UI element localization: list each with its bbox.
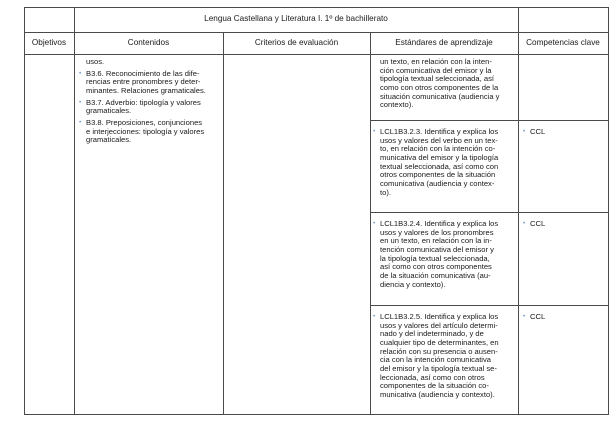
competencia-value: CCL — [530, 312, 546, 321]
bullet-icon: • — [373, 220, 376, 227]
bullet-icon: • — [79, 98, 82, 106]
bullet-icon: • — [523, 313, 526, 320]
estandar-line: usos y valores del artículo determi- — [380, 320, 498, 330]
estandar-line: cualquier tipo de determinantes, en — [380, 337, 499, 347]
contenido-line: gramaticales. — [86, 106, 132, 116]
estandar-line: tención comunicativa del emisor y — [380, 244, 494, 254]
contenido-line: e interjecciones: tipología y valores — [86, 126, 205, 136]
estandar-line: LCL1B3.2.4. Identifica y explica los — [380, 219, 499, 228]
contenidos-continuation: usos. — [86, 57, 105, 66]
bullet-icon: • — [523, 128, 526, 135]
estandar-line: en un texto, en relación con la in- — [380, 236, 492, 246]
header-estandares: Estándares de aprendizaje — [395, 38, 493, 47]
estandar-line: textual seleccionada, así como con — [380, 161, 499, 171]
contenido-line: gramaticales. — [86, 135, 132, 145]
bullet-icon: • — [79, 118, 82, 126]
competencia-cell — [523, 219, 600, 229]
bullet-icon: • — [79, 69, 82, 77]
estandar-line: de la situación comunicativa (au- — [380, 270, 491, 280]
table-border-left — [24, 7, 25, 415]
contenido-line: B3.8. Preposiciones, conjunciones — [86, 117, 203, 127]
contenido-item — [79, 117, 219, 145]
estandar-line: la tipología textual seleccionada, — [380, 253, 490, 263]
header-criterios: Criterios de evaluación — [254, 38, 339, 47]
estandar-cell — [373, 127, 514, 197]
bullet-icon: • — [523, 220, 526, 227]
estandar-line: tipología textual seleccionada, así — [380, 74, 494, 84]
estandar-line: del emisor y la tipología textual se- — [380, 363, 497, 373]
competencia-value: CCL — [530, 219, 546, 228]
estandar-line: ción comunicativa del emisor y la — [380, 65, 492, 75]
competencia-cell — [523, 127, 600, 137]
estandar-line: diencia y contexto). — [380, 279, 446, 289]
header-contenidos: Contenidos — [127, 38, 170, 47]
estandar-cell — [373, 312, 514, 400]
contenido-line: B3.7. Adverbio: tipología y valores — [86, 97, 201, 107]
contenido-item — [79, 97, 219, 116]
estandar-line: como con otros componentes de la — [380, 82, 499, 92]
col-divider-contenidos — [223, 32, 224, 415]
col-divider-objetivos — [74, 7, 75, 415]
table-border-right — [608, 7, 609, 415]
bullet-icon: • — [373, 128, 376, 135]
estandar-line: así como con otros componentes — [380, 262, 492, 272]
estandar-line: LCL1B3.2.3. Identifica y explica los — [380, 127, 499, 136]
row-divider-1 — [370, 120, 609, 121]
competencia-value: CCL — [530, 127, 546, 136]
estandar-line: to). — [380, 187, 391, 197]
title-row-divider — [24, 32, 609, 33]
row-divider-2 — [370, 212, 609, 213]
col-divider-estandares — [518, 7, 519, 415]
estandar-line: comunicativa (audiencia y contex- — [380, 178, 495, 188]
competencia-cell — [523, 312, 600, 322]
header-row-divider — [24, 54, 609, 55]
estandar-line: un texto, en relación con la inten- — [380, 57, 492, 66]
col-divider-criterios — [370, 32, 371, 415]
estandar-line: situación comunicativa (audiencia y — [380, 91, 500, 101]
estandar-line: usos y valores de los pronombres — [380, 227, 494, 237]
estandar-line: componentes de la situación co- — [380, 381, 489, 391]
header-objetivos: Objetivos — [31, 38, 67, 47]
contenido-line: B3.6. Reconocimiento de las dife- — [86, 68, 200, 78]
contenido-line: rencias entre pronombres y deter- — [86, 77, 201, 87]
estandar-line: usos y valores del verbo en un tex- — [380, 135, 498, 145]
estandar-cell — [380, 58, 514, 110]
estandar-line: nado y del indeterminado, y de — [380, 329, 484, 339]
estandar-line: cia con la intención comunicativa — [380, 355, 492, 365]
estandar-cell — [373, 219, 514, 289]
contenido-item — [79, 68, 219, 96]
estandar-line: municativa del emisor y la tipología — [380, 152, 499, 162]
estandar-line: contexto). — [380, 100, 414, 110]
estandar-line: leccionada, así como con otros — [380, 372, 485, 382]
estandar-line: to, en relación con la intención co- — [380, 144, 496, 154]
table-border-bottom — [24, 414, 609, 415]
row-divider-3 — [370, 305, 609, 306]
estandar-line: LCL1B3.2.5. Identifica y explica los — [380, 312, 499, 321]
table-title: Lengua Castellana y Literatura I. 1º de bachillerato — [204, 14, 388, 23]
contenido-line: minantes. Relaciones gramaticales. — [86, 85, 206, 95]
estandar-line: otros componentes de la situación — [380, 170, 496, 180]
header-competencias: Competencias clave — [526, 38, 600, 47]
bullet-icon: • — [373, 313, 376, 320]
estandar-line: municativa (audiencia y contexto). — [380, 389, 495, 399]
estandar-line: relación con su presencia o ausen- — [380, 346, 498, 356]
contenidos-cell — [79, 57, 219, 145]
table-border-top — [24, 7, 609, 8]
